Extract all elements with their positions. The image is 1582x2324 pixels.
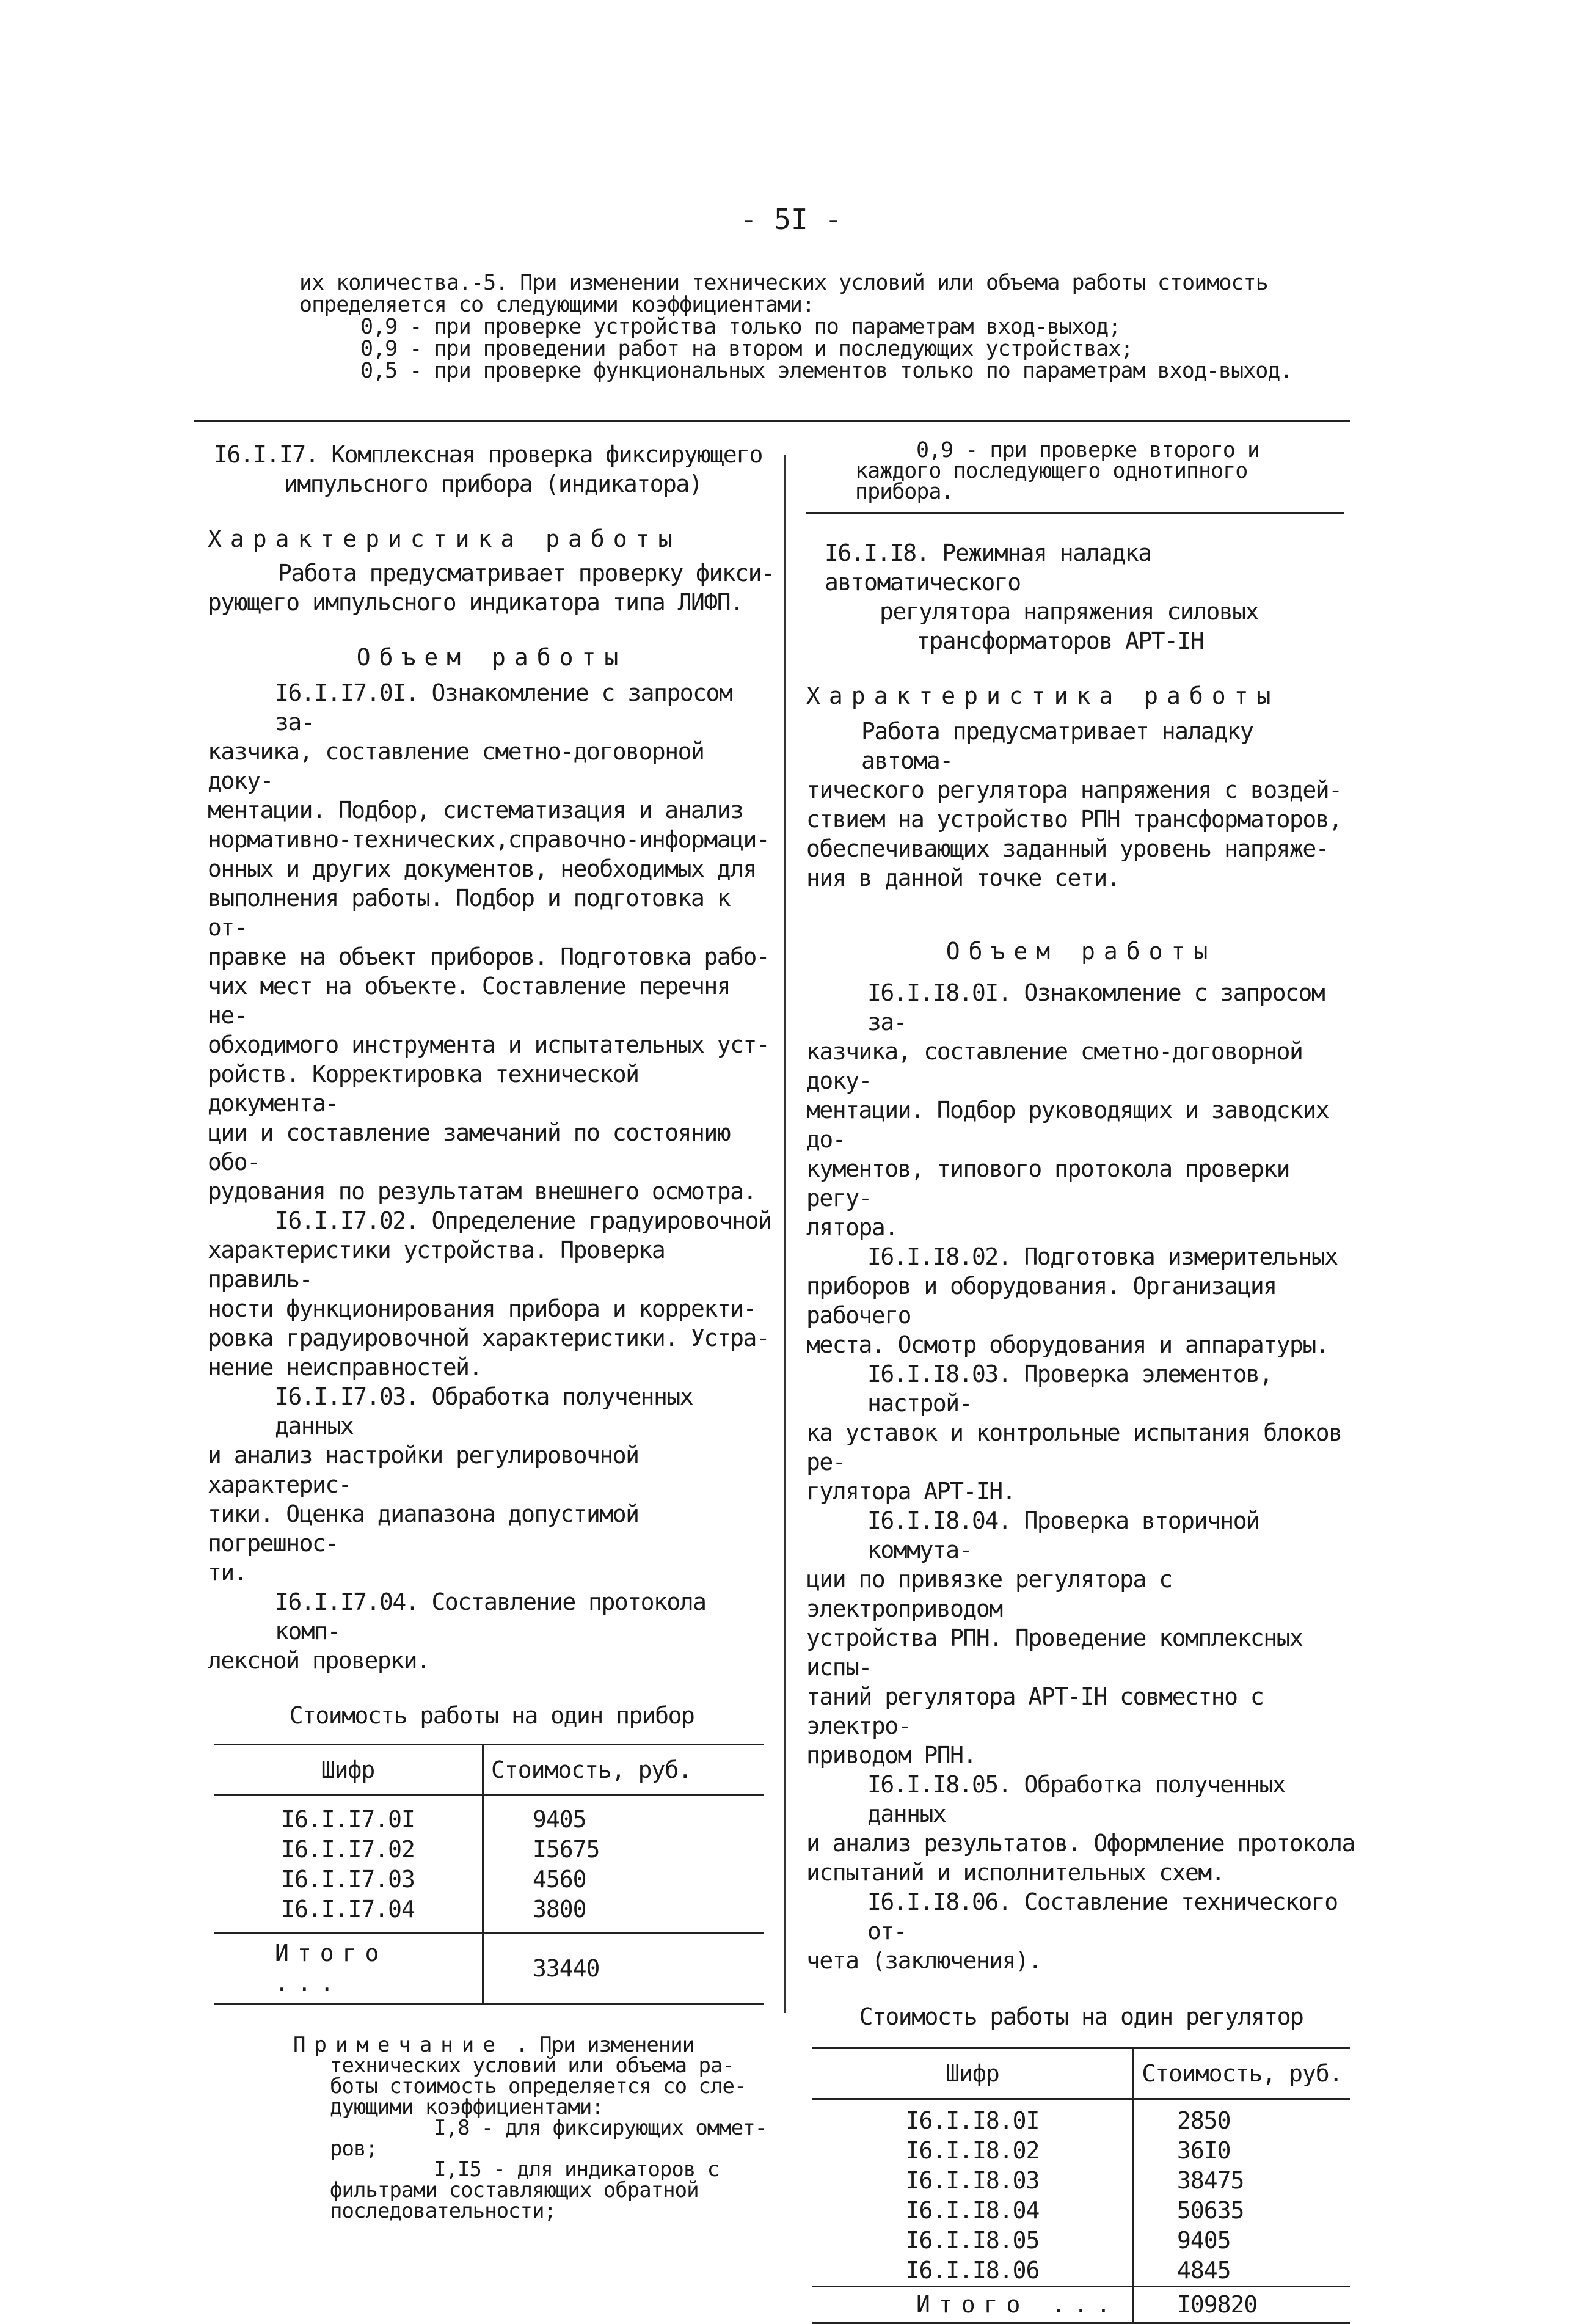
work-item-04: [806, 1506, 1356, 1770]
cell-cost: 9405: [533, 1806, 586, 1833]
text-line: ка уставок и контрольные испытания блоков ре-: [806, 1419, 1342, 1475]
cell-cost: 3800: [533, 1896, 586, 1923]
cell-label: Итого ...: [214, 1933, 483, 2004]
left-column: [208, 440, 776, 2221]
table-row: [812, 2099, 1350, 2136]
text-line: I6.I.I7. Комплексная проверка фиксирующего: [214, 441, 762, 468]
work-item-01: [208, 678, 776, 1206]
table-row: [214, 1796, 764, 1835]
note: Примечание . При изменении технических условий или объема ра- боты стоимость определяется со сле- дующими коэффициентами: I,8 - для фиксирующих оммет- ров; I,I5 - для индикаторов с фильтрами составляющих обратной последовательности;: [208, 2034, 776, 2221]
table-row: [812, 2226, 1350, 2256]
text-line: I6.I.I8.0I. Ознакомление с запросом за-: [867, 979, 1325, 1036]
text-line: нение неисправностей.: [208, 1354, 482, 1381]
col-header-cost: Стоимость, руб.: [483, 1745, 764, 1796]
top-coef: 0,9 - при проведении работ на втором и последующих устройствах;: [360, 337, 1133, 361]
note-heading: Примечание: [293, 2033, 504, 2057]
text-line: I6.I.I8.02. Подготовка измерительных: [867, 1243, 1338, 1270]
work-item-03: [806, 1359, 1356, 1506]
text-line: I6.I.I8.06. Составление технического от-: [867, 1888, 1338, 1945]
text-line: лятора.: [806, 1214, 898, 1241]
cell-code: I6.I.I7.04: [214, 1895, 483, 1933]
text-line: ции по привязке регулятора с электроприводом: [806, 1566, 1172, 1622]
text-line: последовательности;: [330, 2199, 556, 2223]
text-line: ментации. Подбор руководящих и заводских до-: [806, 1097, 1329, 1153]
work-item-06: [806, 1887, 1356, 1975]
text-line: ти.: [208, 1559, 247, 1586]
text-line: ровка градуировочной характеристики. Устра-: [208, 1325, 770, 1351]
table-row: [812, 2136, 1350, 2166]
volume-heading: Объем работы: [946, 938, 1217, 965]
cell-code: I6.I.I7.02: [214, 1835, 483, 1865]
text-line: I,I5 - для индикаторов с: [434, 2157, 720, 2182]
text-line: I6.I.I7.02. Определение градуировочной: [275, 1207, 771, 1234]
work-item-01: [806, 978, 1356, 1242]
text-line: ции и составление замечаний по состоянию обо-: [208, 1119, 731, 1175]
cell-cost: I09820: [1134, 2287, 1351, 2323]
cell-cost: 38475: [1177, 2167, 1244, 2194]
text-line: I6.I.I8.03. Проверка элементов, настрой-: [867, 1361, 1272, 1417]
work-item-02: [806, 1242, 1356, 1359]
text-line: таний регулятора АРТ-IН совместно с электро-: [806, 1683, 1264, 1739]
right-divider: [806, 512, 1344, 514]
char-text: [806, 717, 1356, 893]
cell-code: I6.I.I8.04: [812, 2196, 1134, 2226]
top-line: их количества.-5. При изменении технических условий или объема работы стоимость: [299, 271, 1268, 295]
table-caption: Стоимость работы на один прибор: [289, 1702, 694, 1729]
section-title-16-1-17: [208, 440, 776, 499]
text-line: и анализ результатов. Оформление протокола: [806, 1830, 1355, 1857]
table-total-row: [812, 2287, 1350, 2323]
text-line: рующего импульсного индикатора типа ЛИФП.: [208, 589, 743, 616]
char-heading: Характеристика работы: [806, 682, 1280, 709]
text-line: места. Осмотр оборудования и аппаратуры.: [806, 1331, 1329, 1358]
text-line: технических условий или объема ра-: [330, 2053, 734, 2078]
text-line: регулятора напряжения силовых: [880, 598, 1258, 625]
text-line: Работа предусматривает проверку фикси-: [278, 560, 775, 586]
text-line: ности функционирования прибора и корректи-: [208, 1295, 756, 1322]
text-line: казчика, составление сметно-договорной доку-: [806, 1038, 1303, 1094]
text-line: лексной проверки.: [208, 1647, 430, 1674]
work-item-02: [208, 1206, 776, 1382]
cell-cost: 36I0: [1177, 2137, 1231, 2164]
text-line: тики. Оценка диапазона допустимой погрешнос-: [208, 1500, 639, 1557]
text-line: 0,9 - при проверке второго и: [916, 438, 1260, 462]
char-heading: Характеристика работы: [208, 525, 681, 552]
page-number: - 5I -: [740, 203, 842, 236]
table-row: [812, 2256, 1350, 2287]
cell-code: I6.I.I8.02: [812, 2136, 1134, 2166]
cell-label: Итого ...: [812, 2287, 1134, 2323]
text-line: ствием на устройство РПН трансформаторов,: [806, 806, 1342, 833]
text-line: правке на объект приборов. Подготовка рабо-: [208, 943, 770, 970]
text-line: ментации. Подбор, систематизация и анализ: [208, 797, 743, 824]
text-line: онных и других документов, необходимых для: [208, 855, 756, 882]
text-line: прибора.: [855, 480, 953, 504]
text-line: чета (заключения).: [806, 1947, 1041, 1974]
text-line: тического регулятора напряжения с воздей-: [806, 776, 1342, 803]
text-line: ройств. Корректировка технической документа-: [208, 1061, 639, 1117]
cell-code: I6.I.I7.03: [214, 1865, 483, 1895]
text-line: обеспечивающих заданный уровень напряже-: [806, 835, 1329, 862]
right-column: [806, 440, 1356, 2324]
cell-cost: 33440: [483, 1933, 764, 2004]
char-text: [208, 558, 776, 617]
cost-table-16-1-17: [214, 1744, 764, 2005]
text-line: и анализ настройки регулировочной характерис-: [208, 1442, 639, 1498]
table-row: [214, 1835, 764, 1865]
text-line: обходимого инструмента и испытательных уст-: [208, 1031, 770, 1058]
text-line: I6.I.I7.03. Обработка полученных данных: [275, 1383, 693, 1439]
text-line: импульсного прибора (индикатора): [284, 470, 702, 497]
text-line: казчика, составление сметно-договорной доку-: [208, 738, 704, 794]
cell-code: I6.I.I7.0I: [214, 1796, 483, 1835]
work-item-03: [208, 1382, 776, 1587]
text-line: нормативно-технических,справочно-информаци-: [208, 826, 770, 853]
top-coef: 0,5 - при проверке функциональных элементов только по параметрам вход-выход.: [360, 359, 1292, 383]
cell-code: I6.I.I8.06: [812, 2256, 1134, 2287]
col-header-cost: Стоимость, руб.: [1134, 2048, 1351, 2099]
cell-cost: 4845: [1177, 2257, 1231, 2284]
work-item-04: [208, 1587, 776, 1675]
text-line: трансформаторов АРТ-IН: [916, 627, 1204, 654]
cell-cost: 9405: [1177, 2227, 1231, 2254]
text-line: приводом РПН.: [806, 1742, 976, 1769]
right-top-note: [806, 440, 1356, 502]
table-total-row: [214, 1933, 764, 2004]
text-line: I6.I.I8.05. Обработка полученных данных: [867, 1771, 1286, 1827]
text-line: дующими коэффициентами:: [330, 2095, 603, 2119]
table-row: [812, 2196, 1350, 2226]
text-line: фильтрами составляющих обратной: [330, 2178, 699, 2202]
text-line: Работа предусматривает наладку автома-: [861, 718, 1253, 774]
work-item-05: [806, 1770, 1356, 1887]
text-line: боты стоимость определяется со сле-: [330, 2074, 746, 2099]
text-line: устройства РПН. Проведение комплексных испы-: [806, 1624, 1303, 1681]
text-line: испытаний и исполнительных схем.: [806, 1859, 1225, 1886]
text-line: гулятора АРТ-IН.: [806, 1478, 1016, 1505]
col-header-code: Шифр: [214, 1745, 483, 1796]
text-line: каждого последующего однотипного: [855, 459, 1248, 483]
text-line: кументов, типового протокола проверки регу-: [806, 1155, 1289, 1211]
top-continuation: [299, 272, 1387, 382]
cell-cost: I5675: [533, 1836, 600, 1863]
text-line: I6.I.I7.0I. Ознакомление с запросом за-: [275, 679, 732, 736]
column-divider: [784, 455, 786, 2013]
text-line: I6.I.I8. Режимная наладка автоматического: [825, 539, 1151, 596]
text-line: ров;: [330, 2136, 377, 2161]
table-row: [214, 1865, 764, 1895]
table-row: [812, 2166, 1350, 2196]
text-line: чих мест на объекте. Составление перечня не-: [208, 973, 731, 1029]
cell-code: I6.I.I8.03: [812, 2166, 1134, 2196]
cost-table-16-1-18: [812, 2047, 1350, 2324]
table-row: [214, 1895, 764, 1933]
text-line: характеристики устройства. Проверка правиль-: [208, 1237, 665, 1293]
text-line: I6.I.I8.04. Проверка вторичной коммута-: [867, 1507, 1259, 1563]
text-line: рудования по результатам внешнего осмотра.: [208, 1178, 756, 1205]
text-line: I,8 - для фиксирующих оммет-: [434, 2116, 767, 2140]
section-divider: [194, 420, 1350, 422]
cell-cost: 4560: [533, 1866, 586, 1893]
top-coef: 0,9 - при проверке устройства только по параметрам вход-выход;: [360, 315, 1121, 339]
cell-cost: 50635: [1177, 2197, 1244, 2224]
text-line: приборов и оборудования. Организация рабочего: [806, 1273, 1277, 1329]
top-line: определяется со следующими коэффициентами:: [299, 293, 815, 317]
cell-cost: 2850: [1177, 2107, 1231, 2134]
text-line: I6.I.I7.04. Составление протокола комп-: [275, 1588, 706, 1645]
cell-code: I6.I.I8.05: [812, 2226, 1134, 2256]
col-header-code: Шифр: [812, 2048, 1134, 2099]
text-line: выполнения работы. Подбор и подготовка к от-: [208, 885, 731, 941]
text-line: ния в данной точке сети.: [806, 864, 1120, 891]
table-caption: Стоимость работы на один регулятор: [859, 2003, 1303, 2030]
section-title-16-1-18: [806, 538, 1356, 656]
volume-heading: Объем работы: [356, 644, 627, 671]
cell-code: I6.I.I8.0I: [812, 2099, 1134, 2136]
